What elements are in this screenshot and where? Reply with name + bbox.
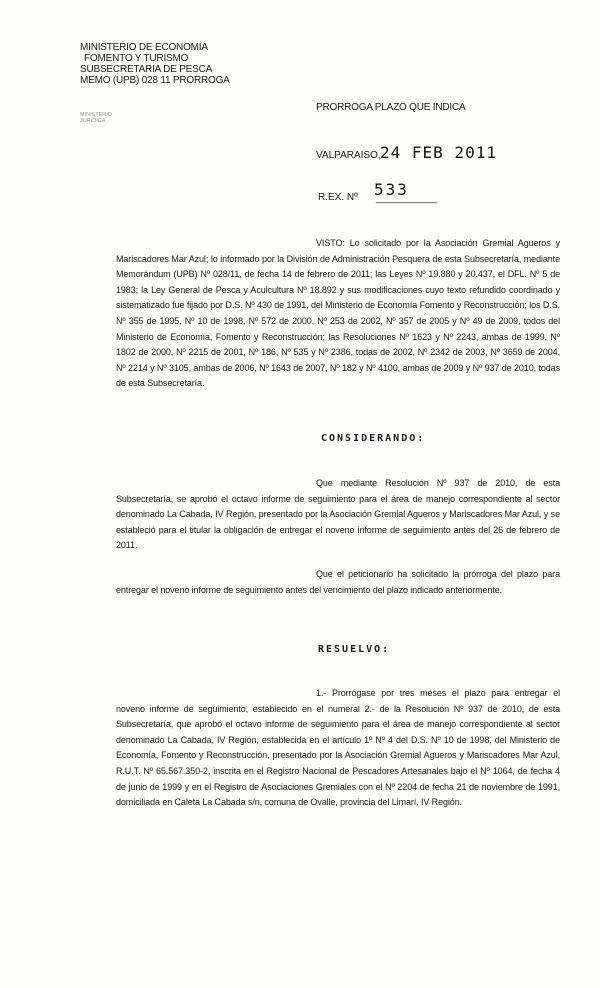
- rex-label: R.EX. Nº: [318, 192, 358, 203]
- letterhead-memo: MEMO (UPB) 028 11 PRORROGA: [80, 75, 230, 86]
- date-stamp: 24 FEB 2011: [380, 143, 497, 162]
- resuelvo-heading: RESUELVO:: [318, 644, 391, 655]
- rex-number-stamp: 533: [374, 180, 409, 199]
- letterhead-ministry: MINISTERIO DE ECONOMIA: [80, 42, 208, 53]
- considerando-paragraph-1: Que mediante Resolución Nº 937 de 2010, de esta Subsecretaría, se aprobó el octavo informe de seguimiento para el área de manejo correspondiente al sector denominado La Cabada, IV Región, presentado por la Asociación Gremial Agueros y Mariscadores Mar Azul, y se estableció para el titular la obligación de entregar el noveno informe de seguimiento antes del 26 de febrero de 2011.: [116, 478, 560, 551]
- subject-line: PRORROGA PLAZO QUE INDICA: [316, 102, 466, 113]
- city-label: VALPARAISO,: [316, 150, 381, 161]
- letterhead: [80, 42, 230, 86]
- considerando-paragraph-2: Que el peticionario ha solicitado la prórroga del plazo para entregar el noveno informe de seguimiento antes del vencimiento del plazo indicado anteriormente.: [116, 569, 560, 595]
- letterhead-subsecretaria: SUBSECRETARIA DE PESCA: [80, 64, 213, 75]
- letterhead-ministry-sub: FOMENTO Y TURISMO: [84, 53, 189, 64]
- visto-paragraph: VISTO: Lo solicitado por la Asociación Gremial Agueros y Mariscadores Mar Azul; lo informado por la División de Administración Pesquera de esta Subsecretaría, mediante Memorándum (UPB) Nº 028/11, de fecha 14 de febrero de 2011; las Leyes Nº 19.880 y 20.437, el DFL. Nº 5 de 1983; la Ley General de Pesca y Acuicultura Nº 18.892 y sus modificaciones cuyo texto refundido coordinado y sistematizado fue fijado por D.S. Nº 430 de 1991, del Ministerio de Economía Fomento y Reconstrucción; los D.S. Nº 355 de 1995, Nº 10 de 1998, Nº 572 de 2000, Nº 253 de 2002, Nº 357 de 2005 y Nº 49 de 2009, todos del Ministerio de Economía, Fomento y Reconstrucción; las Resoluciones Nº 1623 y Nº 2243, ambas de 1999, Nº 1802 de 2000, Nº 2215 de 2001, Nº 186, Nº 535 y Nº 2386, todas de 2002, Nº 2342 de 2003, Nº 3659 de 2004, Nº 2214 y Nº 3105, ambas de 2006, Nº 1643 de 2007, Nº 182 y Nº 4100, ambas de 2009 y Nº 937 de 2010, todas de esta Subsecretaría.: [116, 238, 560, 389]
- seal-line-2: JURÍDICA: [80, 118, 106, 124]
- considerando-heading: CONSIDERANDO:: [321, 433, 426, 444]
- rex-blank-line: ___________: [376, 193, 438, 204]
- resuelvo-paragraph-1: 1.- Prorrógase por tres meses el plazo para entregar el noveno informe de seguimiento, establecido en el numeral 2.- de la Resolución Nº 937 de 2010, de esta Subsecretaría, que aprobó el octavo informe de seguimiento para el área de manejo correspondiente al sector denominado La Cabada, IV Región, establecida en el artículo 1º Nº 4 del D.S. Nº 10 de 1998, del Ministerio de Economía, Fomento y Reconstrucción, presentado por la Asociación Gremial Agueros y Mariscadores Mar Azul, R.U.T. Nº 65.567.350-2, inscrita en el Registro Nacional de Pescadores Artesanales bajo el Nº 1064, de fecha 4 de junio de 1999 y en el Registro de Asociaciones Gremiales con el Nº 2204 de fecha 21 de noviembre de 1991, domiciliada en Caleta La Cabada s/n, comuna de Ovalle, provincia del Limarí, IV Región.: [116, 688, 560, 808]
- seal-line-1: MINISTERIO: [80, 112, 113, 118]
- stamp-seal: [80, 112, 122, 142]
